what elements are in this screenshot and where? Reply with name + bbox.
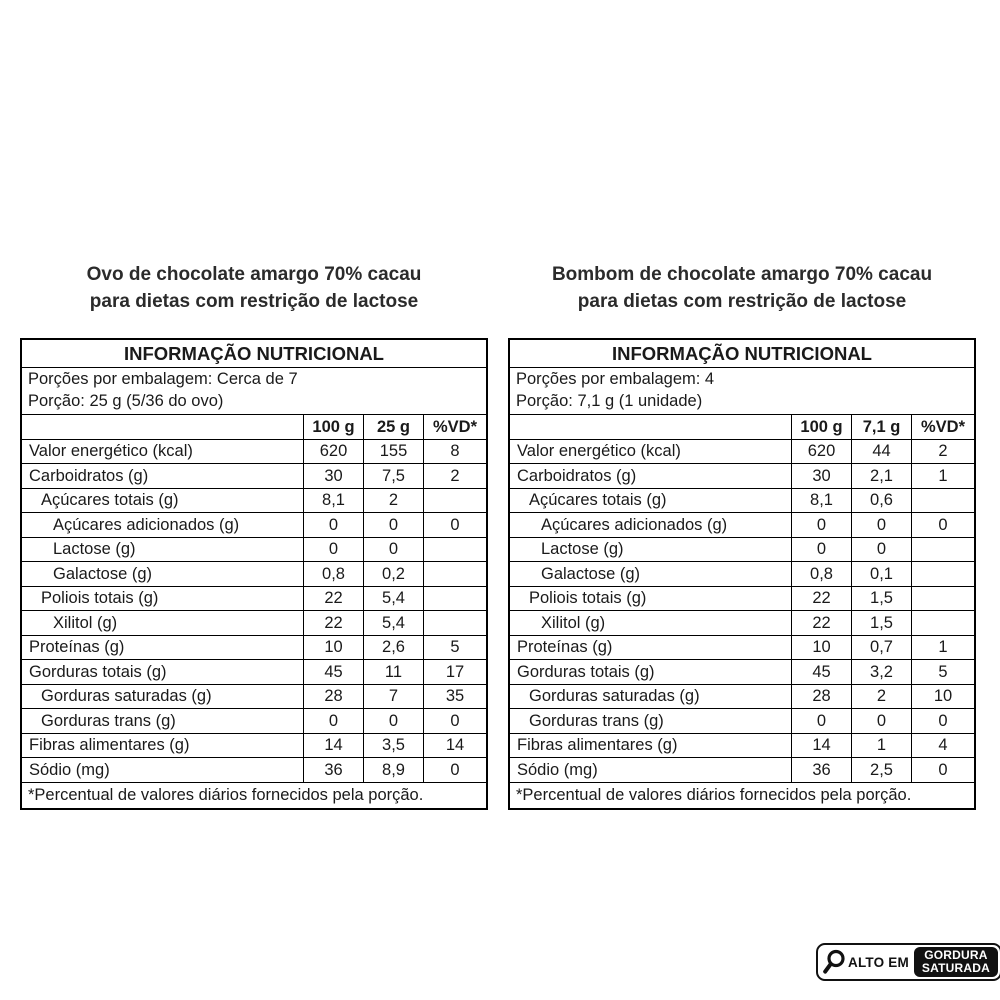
product-title-line2: para dietas com restrição de lactose — [577, 291, 907, 312]
nutrient-row — [510, 561, 974, 586]
nutrient-row — [22, 439, 486, 464]
value-percent-vd — [423, 587, 486, 611]
value-per-100g: 22 — [791, 611, 851, 635]
nutrition-table-ovo — [20, 338, 488, 810]
value-percent-vd: 4 — [911, 734, 974, 758]
value-percent-vd — [911, 489, 974, 513]
value-percent-vd — [911, 562, 974, 586]
column-header-vd: %VD* — [911, 415, 974, 439]
nutrient-label: Proteínas (g) — [517, 638, 613, 656]
value-per-portion: 0,2 — [363, 562, 423, 586]
nutrient-label: Poliois totais (g) — [41, 589, 159, 607]
nutrient-row — [22, 463, 486, 488]
nutrition-table-header: INFORMAÇÃO NUTRICIONAL — [611, 343, 872, 364]
nutrient-row — [510, 586, 974, 611]
value-per-portion: 1,5 — [851, 611, 911, 635]
value-per-100g: 0 — [791, 513, 851, 537]
value-percent-vd: 35 — [423, 685, 486, 709]
value-per-portion: 2,1 — [851, 464, 911, 488]
nutrition-table-bombom — [508, 338, 976, 810]
value-per-portion: 3,5 — [363, 734, 423, 758]
value-percent-vd: 1 — [911, 636, 974, 660]
nutrient-row — [510, 684, 974, 709]
nutrient-label: Sódio (mg) — [29, 760, 110, 779]
value-per-100g: 30 — [303, 464, 363, 488]
nutrient-label: Lactose (g) — [541, 540, 624, 558]
product-title-line1: Bombom de chocolate amargo 70% cacau — [551, 264, 933, 285]
value-per-100g: 28 — [303, 685, 363, 709]
value-per-portion: 1 — [851, 734, 911, 758]
nutrient-label: Proteínas (g) — [29, 638, 125, 656]
serving-size: Porção: 25 g (5/36 do ovo) — [28, 391, 224, 410]
nutrient-label: Gorduras saturadas (g) — [529, 687, 700, 705]
value-per-100g: 0 — [303, 709, 363, 733]
servings-info — [22, 367, 486, 414]
value-per-portion: 5,4 — [363, 611, 423, 635]
value-percent-vd — [911, 611, 974, 635]
value-per-100g: 36 — [303, 758, 363, 782]
nutrient-rows — [510, 439, 974, 782]
nutrient-label: Xilitol (g) — [53, 613, 118, 632]
value-percent-vd — [911, 538, 974, 562]
column-header-row — [510, 414, 974, 439]
value-percent-vd: 0 — [423, 709, 486, 733]
value-percent-vd: 8 — [423, 440, 486, 464]
value-per-portion: 0,1 — [851, 562, 911, 586]
magnifier-icon — [822, 948, 848, 977]
value-per-100g: 36 — [791, 758, 851, 782]
badge-alto-em-label: ALTO EM — [848, 954, 909, 970]
value-per-portion: 2 — [363, 489, 423, 513]
nutrient-label: Açúcares totais (g) — [41, 491, 179, 509]
product-title-line2: para dietas com restrição de lactose — [89, 291, 419, 312]
nutrient-row — [510, 512, 974, 537]
nutrient-row — [510, 488, 974, 513]
servings-per-package: Porções por embalagem: 4 — [516, 370, 715, 388]
value-percent-vd: 0 — [911, 513, 974, 537]
value-per-100g: 10 — [791, 636, 851, 660]
value-percent-vd: 2 — [423, 464, 486, 488]
nutrient-row — [510, 610, 974, 635]
value-per-100g: 14 — [791, 734, 851, 758]
nutrient-row — [22, 561, 486, 586]
badge-left-section — [820, 947, 914, 977]
footnote: *Percentual de valores diários fornecidos pela porção. — [510, 782, 974, 808]
value-per-100g: 0,8 — [791, 562, 851, 586]
value-per-portion: 0 — [363, 538, 423, 562]
value-per-100g: 14 — [303, 734, 363, 758]
nutrient-row — [510, 733, 974, 758]
value-per-100g: 0 — [791, 538, 851, 562]
value-per-100g: 45 — [791, 660, 851, 684]
value-percent-vd: 0 — [423, 758, 486, 782]
nutrient-label: Açúcares adicionados (g) — [53, 515, 240, 534]
value-per-100g: 22 — [303, 611, 363, 635]
nutrient-rows — [22, 439, 486, 782]
column-header-empty — [510, 415, 791, 439]
nutrient-row — [510, 659, 974, 684]
nutrient-label: Galactose (g) — [541, 564, 641, 583]
value-percent-vd — [423, 562, 486, 586]
nutrient-row — [22, 586, 486, 611]
value-per-portion: 8,9 — [363, 758, 423, 782]
column-header-100g: 100 g — [303, 415, 363, 439]
value-per-portion: 3,2 — [851, 660, 911, 684]
value-percent-vd: 10 — [911, 685, 974, 709]
nutrient-row — [510, 708, 974, 733]
value-per-portion: 0 — [363, 709, 423, 733]
value-percent-vd: 0 — [911, 758, 974, 782]
value-percent-vd: 0 — [911, 709, 974, 733]
nutrient-label: Gorduras totais (g) — [29, 662, 167, 681]
value-percent-vd: 5 — [911, 660, 974, 684]
nutrition-table-header: INFORMAÇÃO NUTRICIONAL — [123, 343, 384, 364]
value-percent-vd: 2 — [911, 440, 974, 464]
value-per-portion: 0,7 — [851, 636, 911, 660]
nutrient-label: Fibras alimentares (g) — [29, 736, 190, 754]
nutrient-label: Galactose (g) — [53, 564, 153, 583]
value-per-100g: 22 — [303, 587, 363, 611]
badge-nutrient-line1: GORDURA — [924, 947, 988, 962]
value-per-100g: 0,8 — [303, 562, 363, 586]
value-percent-vd — [423, 489, 486, 513]
nutrient-row — [22, 610, 486, 635]
nutrient-label: Açúcares totais (g) — [529, 491, 667, 509]
value-per-portion: 0 — [363, 513, 423, 537]
column-header-portion: 25 g — [363, 415, 423, 439]
nutrient-label: Fibras alimentares (g) — [517, 736, 678, 754]
value-percent-vd — [423, 538, 486, 562]
nutrient-label: Carboidratos (g) — [517, 466, 637, 485]
value-per-100g: 620 — [791, 440, 851, 464]
value-per-portion: 0 — [851, 538, 911, 562]
column-header-row — [22, 414, 486, 439]
product-title-ovo — [20, 261, 488, 315]
nutrient-row — [22, 635, 486, 660]
nutrient-row — [510, 537, 974, 562]
nutrient-row — [510, 439, 974, 464]
value-per-portion: 0 — [851, 513, 911, 537]
badge-nutrient-box — [914, 947, 998, 977]
nutrient-row — [510, 757, 974, 782]
value-per-100g: 8,1 — [791, 489, 851, 513]
nutrient-row — [22, 537, 486, 562]
value-percent-vd: 0 — [423, 513, 486, 537]
nutrient-row — [22, 659, 486, 684]
nutrient-label: Valor energético (kcal) — [517, 442, 681, 460]
nutrient-row — [510, 463, 974, 488]
column-header-vd: %VD* — [423, 415, 486, 439]
nutrient-row — [22, 733, 486, 758]
value-per-portion: 11 — [363, 660, 423, 684]
nutrient-label: Xilitol (g) — [541, 613, 606, 632]
value-per-100g: 8,1 — [303, 489, 363, 513]
value-percent-vd: 1 — [911, 464, 974, 488]
value-per-portion: 155 — [363, 440, 423, 464]
value-per-100g: 0 — [303, 538, 363, 562]
value-per-portion: 1,5 — [851, 587, 911, 611]
nutrient-label: Gorduras totais (g) — [517, 662, 655, 681]
value-per-portion: 44 — [851, 440, 911, 464]
value-per-portion: 0 — [851, 709, 911, 733]
nutrient-label: Sódio (mg) — [517, 760, 598, 779]
nutrient-label: Lactose (g) — [53, 540, 136, 558]
value-per-100g: 620 — [303, 440, 363, 464]
value-percent-vd — [423, 611, 486, 635]
value-per-portion: 7 — [363, 685, 423, 709]
serving-size: Porção: 7,1 g (1 unidade) — [516, 391, 703, 410]
value-per-100g: 10 — [303, 636, 363, 660]
nutrient-label: Açúcares adicionados (g) — [541, 515, 728, 534]
value-percent-vd — [911, 587, 974, 611]
servings-per-package: Porções por embalagem: Cerca de 7 — [28, 370, 298, 388]
value-per-100g: 30 — [791, 464, 851, 488]
product-title-line1: Ovo de chocolate amargo 70% cacau — [86, 264, 422, 285]
value-per-portion: 5,4 — [363, 587, 423, 611]
value-per-100g: 28 — [791, 685, 851, 709]
value-per-100g: 45 — [303, 660, 363, 684]
value-percent-vd: 5 — [423, 636, 486, 660]
nutrient-label: Gorduras trans (g) — [41, 711, 176, 730]
value-per-portion: 7,5 — [363, 464, 423, 488]
nutrient-row — [22, 684, 486, 709]
column-header-empty — [22, 415, 303, 439]
nutrient-label: Gorduras trans (g) — [529, 711, 664, 730]
nutrient-row — [22, 512, 486, 537]
nutrient-row — [22, 708, 486, 733]
footnote: *Percentual de valores diários fornecidos pela porção. — [22, 782, 486, 808]
product-title-bombom — [508, 261, 976, 315]
badge-nutrient-line2: SATURADA — [921, 961, 990, 975]
nutrient-row — [22, 757, 486, 782]
value-per-portion: 0,6 — [851, 489, 911, 513]
column-header-100g: 100 g — [791, 415, 851, 439]
value-per-100g: 0 — [303, 513, 363, 537]
nutrient-label: Carboidratos (g) — [29, 466, 149, 485]
value-percent-vd: 17 — [423, 660, 486, 684]
nutrient-row — [22, 488, 486, 513]
value-per-portion: 2 — [851, 685, 911, 709]
value-per-portion: 2,5 — [851, 758, 911, 782]
high-in-saturated-fat-badge — [816, 943, 1000, 981]
nutrient-label: Poliois totais (g) — [529, 589, 647, 607]
value-per-100g: 22 — [791, 587, 851, 611]
nutrient-row — [510, 635, 974, 660]
nutrient-label: Valor energético (kcal) — [29, 442, 193, 460]
value-per-portion: 2,6 — [363, 636, 423, 660]
value-per-100g: 0 — [791, 709, 851, 733]
column-header-portion: 7,1 g — [851, 415, 911, 439]
servings-info — [510, 367, 974, 414]
nutrient-label: Gorduras saturadas (g) — [41, 687, 212, 705]
value-percent-vd: 14 — [423, 734, 486, 758]
